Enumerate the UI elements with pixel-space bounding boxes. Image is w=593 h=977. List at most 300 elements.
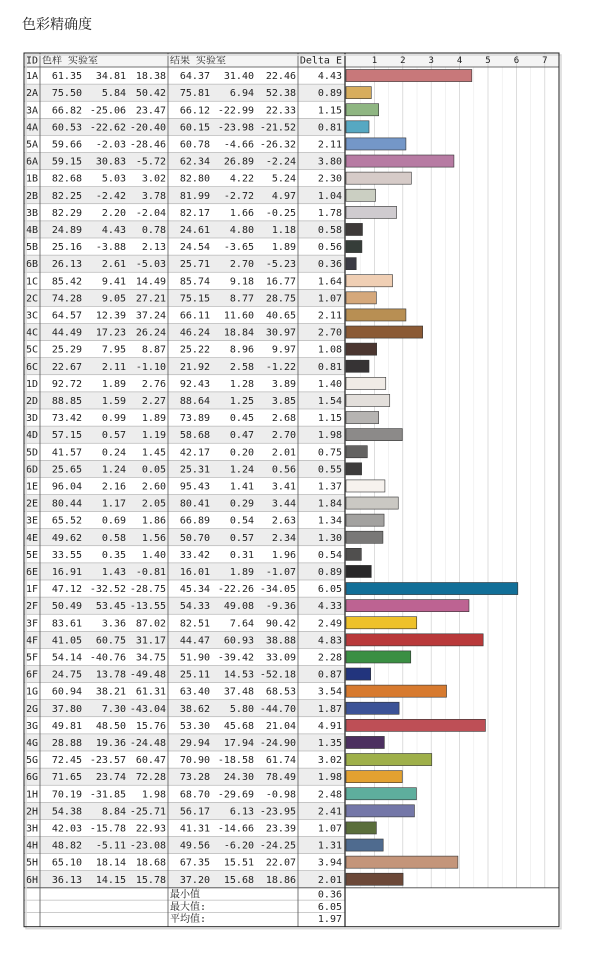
delta-e-bar — [346, 87, 371, 99]
row-id: 4F — [26, 635, 39, 647]
sample-lab-value: 71.65 — [51, 772, 82, 784]
sample-lab-value: 18.14 — [95, 857, 126, 869]
sample-lab-value: 9.41 — [101, 276, 126, 288]
result-lab-value: 3.85 — [271, 395, 296, 407]
sample-lab-value: -23.57 — [89, 755, 126, 767]
sample-lab-value: 30.83 — [95, 156, 126, 168]
result-lab-value: 41.31 — [179, 823, 210, 835]
sample-lab-value: 2.76 — [141, 378, 166, 390]
delta-e-value: 1.87 — [317, 703, 342, 715]
result-lab-value: 8.77 — [229, 293, 254, 305]
sample-lab-value: 0.78 — [141, 224, 166, 236]
delta-e-value: 1.78 — [317, 207, 342, 219]
result-lab-value: -6.20 — [223, 840, 254, 852]
sample-lab-value: 24.89 — [51, 224, 82, 236]
sample-lab-value: -2.42 — [95, 190, 126, 202]
result-lab-value: 26.89 — [223, 156, 254, 168]
result-lab-value: 85.74 — [179, 276, 210, 288]
sample-lab-value: 19.36 — [95, 737, 126, 749]
sample-lab-value: -20.40 — [129, 122, 166, 134]
sample-lab-value: -5.03 — [135, 259, 166, 271]
sample-lab-value: 22.93 — [135, 823, 166, 835]
row-id: 1D — [26, 378, 39, 390]
sample-lab-value: 14.49 — [135, 276, 166, 288]
row-id: 3D — [26, 413, 39, 425]
row-id: 5C — [26, 344, 39, 356]
sample-lab-value: -40.76 — [89, 652, 126, 664]
result-lab-value: 82.17 — [179, 207, 210, 219]
sample-lab-value: 59.15 — [51, 156, 82, 168]
delta-e-value: 0.36 — [317, 259, 342, 271]
sample-lab-value: 92.72 — [51, 378, 82, 390]
delta-e-bar — [346, 326, 423, 338]
result-lab-value: -2.24 — [265, 156, 296, 168]
delta-e-value: 1.64 — [317, 276, 342, 288]
row-id: 1F — [26, 584, 39, 596]
result-lab-value: -14.66 — [217, 823, 254, 835]
result-lab-value: 38.88 — [265, 635, 296, 647]
result-lab-value: 56.17 — [179, 806, 210, 818]
delta-e-bar — [346, 600, 469, 612]
delta-e-bar — [346, 839, 383, 851]
sample-lab-value: -22.62 — [89, 122, 126, 134]
result-lab-value: 51.90 — [179, 652, 210, 664]
delta-e-value: 1.35 — [317, 737, 342, 749]
sample-lab-value: 8.84 — [101, 806, 126, 818]
result-lab-value: -22.99 — [217, 105, 254, 117]
result-lab-value: 68.53 — [265, 686, 296, 698]
header-id: ID — [26, 55, 39, 67]
sample-lab-value: 61.35 — [51, 71, 82, 83]
sample-lab-value: 12.39 — [95, 310, 126, 322]
sample-lab-value: 80.44 — [51, 498, 82, 510]
result-lab-value: 2.34 — [271, 532, 296, 544]
result-lab-value: 60.15 — [179, 122, 210, 134]
delta-e-bar — [346, 736, 384, 748]
result-lab-value: 3.89 — [271, 378, 296, 390]
delta-e-bar — [346, 258, 356, 270]
result-lab-value: -4.66 — [223, 139, 254, 151]
result-lab-value: 0.57 — [229, 532, 254, 544]
result-lab-value: 60.93 — [223, 635, 254, 647]
result-lab-value: 80.41 — [179, 498, 210, 510]
result-lab-value: -44.70 — [259, 703, 296, 715]
delta-e-value: 1.84 — [317, 498, 342, 510]
row-id: 3G — [26, 720, 39, 732]
sample-lab-value: 74.28 — [51, 293, 82, 305]
row-id: 2E — [26, 498, 39, 510]
result-lab-value: 18.84 — [223, 327, 254, 339]
result-lab-value: 82.80 — [179, 173, 210, 185]
result-lab-value: -29.69 — [217, 789, 254, 801]
result-lab-value: 46.24 — [179, 327, 210, 339]
summary-value: 1.97 — [317, 914, 342, 926]
row-id: 2B — [26, 190, 39, 202]
delta-e-value: 1.34 — [317, 515, 342, 527]
sample-lab-value: 85.42 — [51, 276, 82, 288]
result-lab-value: -39.42 — [217, 652, 254, 664]
delta-e-value: 0.75 — [317, 447, 342, 459]
result-lab-value: 3.41 — [271, 481, 296, 493]
result-lab-value: -23.98 — [217, 122, 254, 134]
result-lab-value: 75.81 — [179, 88, 210, 100]
result-lab-value: -21.52 — [259, 122, 296, 134]
result-lab-value: 58.68 — [179, 430, 210, 442]
result-lab-value: 2.63 — [271, 515, 296, 527]
delta-e-bar — [346, 412, 379, 424]
result-lab-value: -3.65 — [223, 242, 254, 254]
sample-lab-value: 82.25 — [51, 190, 82, 202]
sample-lab-value: -23.08 — [129, 840, 166, 852]
result-lab-value: -22.26 — [217, 584, 254, 596]
result-lab-value: 8.96 — [229, 344, 254, 356]
delta-e-value: 1.15 — [317, 413, 342, 425]
result-lab-value: 7.64 — [229, 618, 254, 630]
result-lab-value: 25.11 — [179, 669, 210, 681]
sample-lab-value: 25.29 — [51, 344, 82, 356]
delta-e-bar — [346, 805, 414, 817]
sample-lab-value: -13.55 — [129, 601, 166, 613]
delta-e-value: 3.02 — [317, 755, 342, 767]
result-lab-value: -0.98 — [265, 789, 296, 801]
tick-label: 7 — [542, 56, 548, 66]
delta-e-value: 2.28 — [317, 652, 342, 664]
sample-lab-value: 48.82 — [51, 840, 82, 852]
sample-lab-value: -1.10 — [135, 361, 166, 373]
tick-label: 2 — [400, 56, 406, 66]
delta-e-bar — [346, 241, 362, 253]
result-lab-value: 37.48 — [223, 686, 254, 698]
row-id: 6D — [26, 464, 39, 476]
delta-e-bar — [346, 480, 385, 492]
delta-e-bar — [346, 104, 379, 116]
row-id: 5G — [26, 755, 39, 767]
result-lab-value: 38.62 — [179, 703, 210, 715]
result-lab-value: 14.53 — [223, 669, 254, 681]
result-lab-value: 1.66 — [229, 207, 254, 219]
sample-lab-value: 28.88 — [51, 737, 82, 749]
result-lab-value: 45.34 — [179, 584, 210, 596]
sample-lab-value: 42.03 — [51, 823, 82, 835]
sample-lab-value: 0.58 — [101, 532, 126, 544]
delta-e-bar — [346, 651, 411, 663]
header-result: 结果 实验室 — [170, 55, 227, 67]
row-id: 3A — [26, 105, 39, 117]
sample-lab-value: 75.50 — [51, 88, 82, 100]
result-lab-value: 49.08 — [223, 601, 254, 613]
delta-e-value: 2.11 — [317, 310, 342, 322]
result-lab-value: 3.44 — [271, 498, 296, 510]
result-lab-value: 22.33 — [265, 105, 296, 117]
result-lab-value: 0.20 — [229, 447, 254, 459]
sample-lab-value: 1.40 — [141, 549, 166, 561]
sample-lab-value: 33.55 — [51, 549, 82, 561]
result-lab-value: 22.07 — [265, 857, 296, 869]
result-lab-value: 0.29 — [229, 498, 254, 510]
sample-lab-value: 49.62 — [51, 532, 82, 544]
sample-lab-value: 0.35 — [101, 549, 126, 561]
result-lab-value: 2.70 — [271, 430, 296, 442]
sample-lab-value: -31.85 — [89, 789, 126, 801]
sample-lab-value: 37.80 — [51, 703, 82, 715]
sample-lab-value: 26.24 — [135, 327, 166, 339]
delta-e-value: 0.56 — [317, 242, 342, 254]
result-lab-value: 75.15 — [179, 293, 210, 305]
sample-lab-value: 17.23 — [95, 327, 126, 339]
result-lab-value: -34.05 — [259, 584, 296, 596]
result-lab-value: 4.97 — [271, 190, 296, 202]
sample-lab-value: 22.67 — [51, 361, 82, 373]
sample-lab-value: 37.24 — [135, 310, 166, 322]
row-id: 1E — [26, 481, 39, 493]
delta-e-value: 1.07 — [317, 293, 342, 305]
sample-lab-value: 14.15 — [95, 874, 126, 886]
row-id: 4E — [26, 532, 39, 544]
result-lab-value: 6.13 — [229, 806, 254, 818]
delta-e-bar — [346, 429, 402, 441]
sample-lab-value: 1.19 — [141, 430, 166, 442]
result-lab-value: 25.31 — [179, 464, 210, 476]
result-lab-value: 9.18 — [229, 276, 254, 288]
delta-e-value: 1.37 — [317, 481, 342, 493]
result-lab-value: 24.30 — [223, 772, 254, 784]
delta-e-value: 1.08 — [317, 344, 342, 356]
result-lab-value: 16.01 — [179, 566, 210, 578]
sample-lab-value: 23.47 — [135, 105, 166, 117]
delta-e-bar — [346, 583, 518, 595]
result-lab-value: -24.90 — [259, 737, 296, 749]
result-lab-value: 17.94 — [223, 737, 254, 749]
delta-e-bar — [346, 70, 472, 82]
tick-label: 5 — [485, 56, 491, 66]
delta-e-value: 6.05 — [317, 584, 342, 596]
sample-lab-value: -2.03 — [95, 139, 126, 151]
delta-e-bar — [346, 702, 399, 714]
sample-lab-value: 25.65 — [51, 464, 82, 476]
sample-lab-value: 61.31 — [135, 686, 166, 698]
sample-lab-value: 36.13 — [51, 874, 82, 886]
result-lab-value: 95.43 — [179, 481, 210, 493]
sample-lab-value: 15.76 — [135, 720, 166, 732]
delta-e-bar — [346, 685, 447, 697]
delta-e-bar — [346, 531, 383, 543]
sample-lab-value: 64.57 — [51, 310, 82, 322]
sample-lab-value: 4.43 — [101, 224, 126, 236]
row-id: 5D — [26, 447, 39, 459]
result-lab-value: -24.25 — [259, 840, 296, 852]
result-lab-value: 2.58 — [229, 361, 254, 373]
sample-lab-value: 1.56 — [141, 532, 166, 544]
delta-e-bar — [346, 514, 384, 526]
row-id: 1A — [26, 71, 39, 83]
result-lab-value: 66.89 — [179, 515, 210, 527]
result-lab-value: 78.49 — [265, 772, 296, 784]
delta-e-value: 2.70 — [317, 327, 342, 339]
summary-value: 0.36 — [317, 889, 342, 901]
row-id: 2H — [26, 806, 39, 818]
row-id: 6A — [26, 156, 39, 168]
result-lab-value: 0.56 — [271, 464, 296, 476]
row-id: 1B — [26, 173, 39, 185]
row-id: 1H — [26, 789, 39, 801]
result-lab-value: 81.99 — [179, 190, 210, 202]
row-id: 3H — [26, 823, 39, 835]
sample-lab-value: 50.49 — [51, 601, 82, 613]
result-lab-value: 0.31 — [229, 549, 254, 561]
sample-lab-value: 34.81 — [95, 71, 126, 83]
result-lab-value: 33.42 — [179, 549, 210, 561]
sample-lab-value: 23.74 — [95, 772, 126, 784]
sample-lab-value: 2.61 — [101, 259, 126, 271]
delta-e-value: 3.54 — [317, 686, 342, 698]
sample-lab-value: -24.48 — [129, 737, 166, 749]
result-lab-value: 1.96 — [271, 549, 296, 561]
row-id: 5F — [26, 652, 39, 664]
sample-lab-value: 0.99 — [101, 413, 126, 425]
sample-lab-value: 60.94 — [51, 686, 82, 698]
sample-lab-value: 1.59 — [101, 395, 126, 407]
row-id: 6G — [26, 772, 39, 784]
row-id: 4D — [26, 430, 39, 442]
sample-lab-value: 25.16 — [51, 242, 82, 254]
summary-value: 6.05 — [317, 901, 342, 913]
delta-e-bar — [346, 138, 406, 150]
result-lab-value: 1.28 — [229, 378, 254, 390]
row-id: 4G — [26, 737, 39, 749]
result-lab-value: 24.61 — [179, 224, 210, 236]
sample-lab-value: 1.43 — [101, 566, 126, 578]
sample-lab-value: -49.48 — [129, 669, 166, 681]
result-lab-value: 64.37 — [179, 71, 210, 83]
sample-lab-value: 18.68 — [135, 857, 166, 869]
sample-lab-value: -28.46 — [129, 139, 166, 151]
result-lab-value: 15.68 — [223, 874, 254, 886]
result-lab-value: 53.30 — [179, 720, 210, 732]
sample-lab-value: 41.05 — [51, 635, 82, 647]
result-lab-value: 5.24 — [271, 173, 296, 185]
result-lab-value: 44.47 — [179, 635, 210, 647]
delta-e-bar — [346, 309, 406, 321]
header-sample: 色样 实验室 — [42, 55, 99, 67]
delta-e-value: 0.58 — [317, 224, 342, 236]
delta-e-value: 0.54 — [317, 549, 342, 561]
sample-lab-value: 2.11 — [101, 361, 126, 373]
delta-e-value: 1.54 — [317, 395, 342, 407]
delta-e-value: 3.94 — [317, 857, 342, 869]
result-lab-value: 37.20 — [179, 874, 210, 886]
row-id: 3F — [26, 618, 39, 630]
summary-label: 最小值 — [170, 889, 200, 901]
result-lab-value: -18.58 — [217, 755, 254, 767]
result-lab-value: 1.41 — [229, 481, 254, 493]
sample-lab-value: 70.19 — [51, 789, 82, 801]
sample-lab-value: 83.61 — [51, 618, 82, 630]
result-lab-value: 1.25 — [229, 395, 254, 407]
delta-e-bar — [346, 788, 416, 800]
sample-lab-value: 82.68 — [51, 173, 82, 185]
result-lab-value: 4.80 — [229, 224, 254, 236]
result-lab-value: -5.23 — [265, 259, 296, 271]
delta-e-value: 1.40 — [317, 378, 342, 390]
sample-lab-value: 0.24 — [101, 447, 126, 459]
result-lab-value: 31.40 — [223, 71, 254, 83]
delta-e-value: 2.48 — [317, 789, 342, 801]
delta-e-bar — [346, 771, 402, 783]
result-lab-value: 54.33 — [179, 601, 210, 613]
result-lab-value: -23.95 — [259, 806, 296, 818]
result-lab-value: 0.54 — [229, 515, 254, 527]
sample-lab-value: 59.66 — [51, 139, 82, 151]
result-lab-value: 68.70 — [179, 789, 210, 801]
sample-lab-value: 44.49 — [51, 327, 82, 339]
delta-e-bar — [346, 548, 361, 560]
result-lab-value: 62.34 — [179, 156, 210, 168]
sample-lab-value: 60.47 — [135, 755, 166, 767]
row-id: 2A — [26, 88, 39, 100]
result-lab-value: 23.39 — [265, 823, 296, 835]
sample-lab-value: -32.52 — [89, 584, 126, 596]
result-lab-value: 70.90 — [179, 755, 210, 767]
sample-lab-value: 3.36 — [101, 618, 126, 630]
delta-e-value: 0.89 — [317, 88, 342, 100]
result-lab-value: 25.22 — [179, 344, 210, 356]
delta-e-value: 1.04 — [317, 190, 342, 202]
sample-lab-value: -43.04 — [129, 703, 166, 715]
result-lab-value: 0.47 — [229, 430, 254, 442]
row-id: 4B — [26, 224, 39, 236]
delta-e-value: 4.83 — [317, 635, 342, 647]
result-lab-value: 2.70 — [229, 259, 254, 271]
delta-e-value: 2.11 — [317, 139, 342, 151]
sample-lab-value: 0.05 — [141, 464, 166, 476]
row-id: 6H — [26, 874, 39, 886]
result-lab-value: 73.28 — [179, 772, 210, 784]
tick-label: 1 — [371, 56, 378, 66]
delta-e-value: 4.33 — [317, 601, 342, 613]
sample-lab-value: 3.02 — [141, 173, 166, 185]
sample-lab-value: 38.21 — [95, 686, 126, 698]
sample-lab-value: 72.45 — [51, 755, 82, 767]
row-id: 3E — [26, 515, 39, 527]
sample-lab-value: 9.05 — [101, 293, 126, 305]
summary-label: 最大值: — [170, 901, 207, 913]
row-id: 3B — [26, 207, 39, 219]
result-lab-value: 6.94 — [229, 88, 254, 100]
result-lab-value: -1.22 — [265, 361, 296, 373]
sample-lab-value: 1.98 — [141, 789, 166, 801]
delta-e-value: 0.87 — [317, 669, 342, 681]
delta-e-value: 3.80 — [317, 156, 342, 168]
sample-lab-value: 1.17 — [101, 498, 126, 510]
row-id: 5H — [26, 857, 39, 869]
page-title: 色彩精确度 — [22, 17, 92, 33]
sample-lab-value: 72.28 — [135, 772, 166, 784]
row-id: 2D — [26, 395, 39, 407]
result-lab-value: 15.51 — [223, 857, 254, 869]
sample-lab-value: 2.13 — [141, 242, 166, 254]
sample-lab-value: -3.88 — [95, 242, 126, 254]
delta-e-bar — [346, 343, 377, 355]
sample-lab-value: 5.03 — [101, 173, 126, 185]
result-lab-value: 25.71 — [179, 259, 210, 271]
sample-lab-value: 0.69 — [101, 515, 126, 527]
result-lab-value: 0.45 — [229, 413, 254, 425]
result-lab-value: 5.80 — [229, 703, 254, 715]
sample-lab-value: 8.87 — [141, 344, 166, 356]
delta-e-value: 0.81 — [317, 361, 342, 373]
delta-e-bar — [346, 446, 367, 458]
result-lab-value: 33.09 — [265, 652, 296, 664]
